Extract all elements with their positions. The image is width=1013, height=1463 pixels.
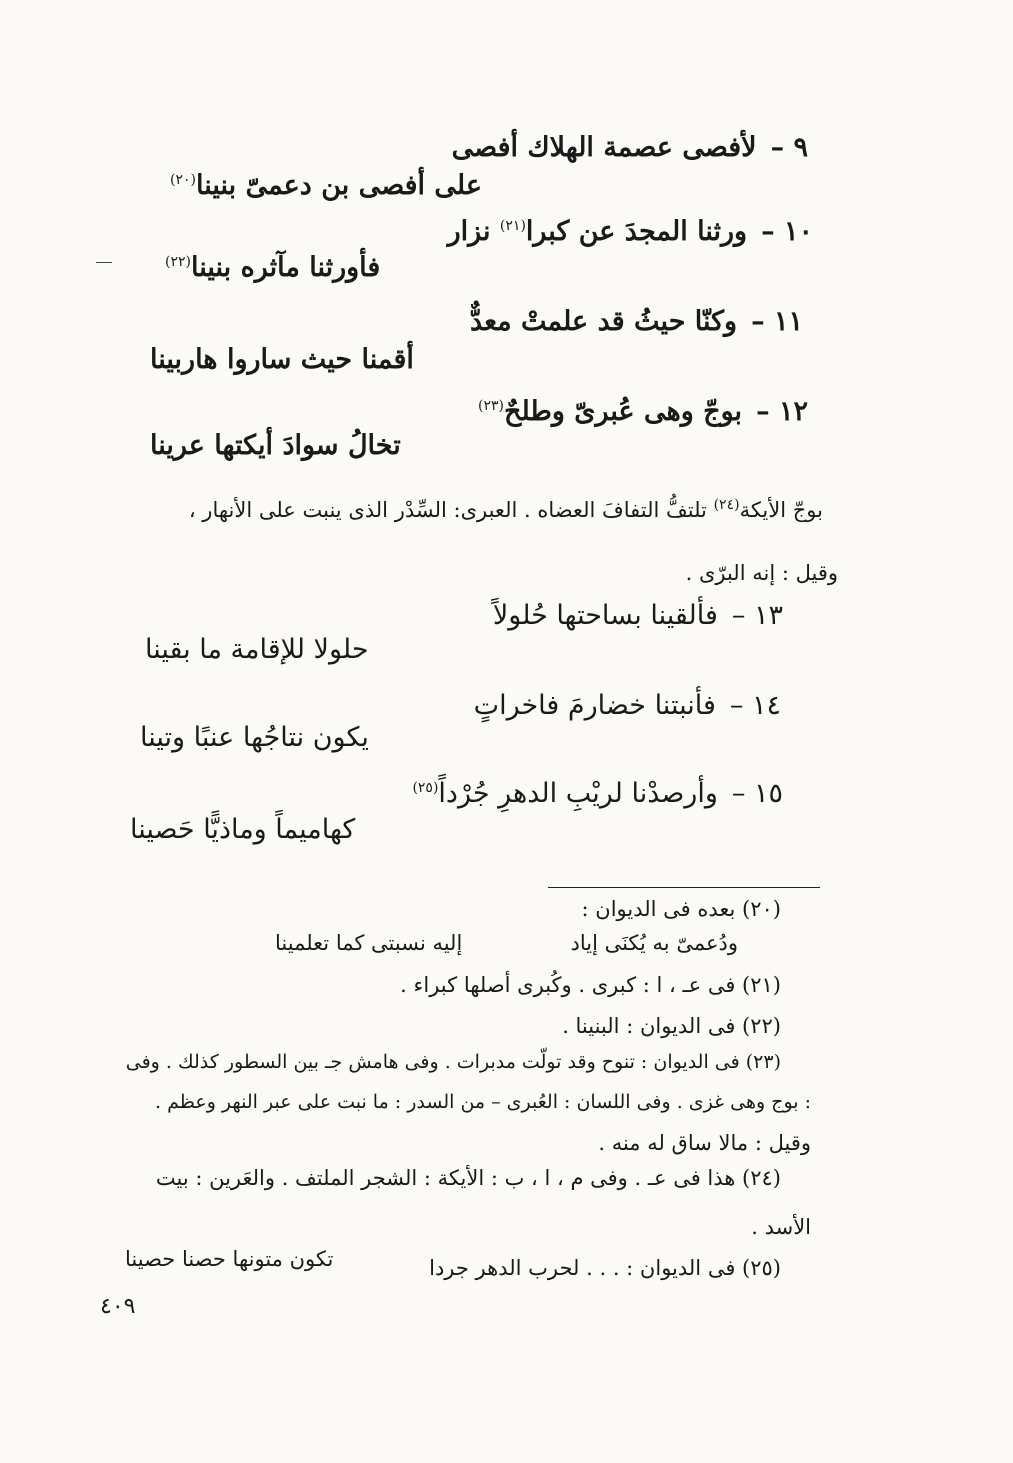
verse-13-second-text: حلولا للإقامة ما بقينا	[145, 634, 369, 665]
verse-10-footnote-ref-2: (٢٢)	[165, 254, 191, 270]
verse-11-number: ١١ –	[751, 306, 803, 337]
verse-14-number: ١٤ –	[729, 690, 781, 721]
footnote-24-line-2: الأسد .	[751, 1215, 811, 1239]
footnote-24-line-1: (٢٤) هذا فى عـ . وفى م ، ا ، ب : الأيكة : الشجر الملتف . والعَرين : بيت	[155, 1166, 781, 1190]
commentary-line-2: وقيل : إنه البرّى .	[685, 561, 838, 585]
verse-12-second-hemistich	[150, 430, 401, 462]
footnote-21: (٢١) فى عـ ، ا : كبرى . وكُبرى أصلها كبراء .	[400, 973, 781, 997]
verse-11-first-hemistich	[470, 306, 803, 338]
verse-13-first-hemistich	[493, 600, 783, 632]
verse-12-footnote-ref: (٢٣)	[478, 398, 505, 414]
verse-14-first-text: فأنبتنا خضارمَ فاخراتٍ	[473, 690, 716, 721]
commentary-rest: تلتفُّ التفافَ العضاه . العبرى: السِّدْر الذى ينبت على الأنهار ،	[188, 498, 707, 522]
verse-15-number: ١٥ –	[731, 778, 783, 809]
footnote-20-verse-b: إليه نسبتى كما تعلمينا	[275, 931, 463, 955]
verse-13-second-hemistich	[145, 634, 369, 666]
footnote-20-verse-a: ودُعمىّ به يُكنَى إياد	[570, 931, 738, 955]
footnote-22: (٢٢) فى الديوان : البنينا .	[562, 1014, 781, 1038]
verse-10-second-text: فأورثنا مآثره بنينا	[190, 252, 381, 283]
verse-11-second-text: أقمنا حيث ساروا هاربينا	[150, 344, 414, 375]
verse-12-first-text: بوجّ وهى عُبرىّ وطلحٌ	[504, 396, 743, 427]
verse-12-second-text: تخالُ سوادَ أيكتها عرينا	[150, 430, 401, 461]
verse-10-first-text: ورثنا المجدَ عن كبرا	[525, 216, 748, 247]
verse-9-footnote-ref: (٢٠)	[170, 172, 196, 188]
commentary-start: بوجّ الأيكة	[739, 498, 823, 522]
verse-9-first-text: لأفصى عصمة الهلاك أفصى	[451, 132, 757, 163]
commentary-line-1	[189, 496, 823, 524]
verse-14-first-hemistich	[474, 690, 781, 722]
verse-12-first-hemistich	[478, 396, 808, 428]
verse-9-second-text: على أفصى بن دعمىّ بنينا	[195, 170, 482, 201]
page-number: ٤٠٩	[100, 1294, 136, 1319]
verse-15-first-text: وأرصدْنا لريْبِ الدهرِ جُرْداً	[438, 778, 718, 809]
verse-14-second-hemistich	[140, 722, 369, 754]
verse-15-first-hemistich	[412, 778, 783, 810]
verse-15-second-text: كهاميماً وماذيًّا حَصينا	[130, 814, 356, 845]
verse-9-number: ٩ –	[770, 132, 808, 163]
footnote-23-line-3: وقيل : مالا ساق له منه .	[598, 1131, 811, 1155]
verse-15-second-hemistich	[130, 814, 355, 846]
verse-9-second-hemistich	[170, 170, 482, 202]
verse-13-number: ١٣ –	[731, 600, 783, 631]
verse-13-first-text: فألقينا بساحتها حُلولاً	[492, 600, 718, 631]
verse-11-second-hemistich	[150, 344, 414, 376]
verse-9-first-hemistich	[452, 132, 808, 164]
verse-14-second-text: يكون نتاجُها عنبًا وتينا	[140, 722, 369, 753]
verse-12-number: ١٢ –	[756, 396, 808, 427]
commentary-footnote-ref: (٢٤)	[713, 497, 740, 513]
verse-15-footnote-ref: (٢٥)	[412, 780, 439, 796]
verse-10-second-hemistich	[165, 252, 380, 284]
verse-10-footnote-ref: (٢١)	[499, 218, 526, 234]
footnote-25-part-b: تكون متونها حصنا حصينا	[125, 1247, 334, 1271]
verse-10-first-hemistich	[448, 216, 813, 248]
verse-11-first-text: وكنّا حيثُ قد علمتْ معدٌّ	[469, 306, 738, 337]
verse-10-number: ١٠ –	[761, 216, 813, 247]
verse-10-first-tail: نزار	[447, 216, 491, 247]
margin-dash	[96, 262, 112, 263]
footnote-23-line-2: : بوج وهى غزى . وفى اللسان : العُبرى – من السدر : ما نبت على عبر النهر وعظم .	[155, 1091, 811, 1113]
footnote-25-part-a: (٢٥) فى الديوان : . . . لحرب الدهر جردا	[429, 1256, 781, 1280]
footnote-23-line-1: (٢٣) فى الديوان : تنوح وقد تولّت مدبرات . وفى هامش جـ بين السطور كذلك . وفى	[125, 1051, 781, 1073]
footnote-20-head: (٢٠) بعده فى الديوان :	[581, 897, 781, 921]
footnote-separator	[548, 887, 820, 888]
